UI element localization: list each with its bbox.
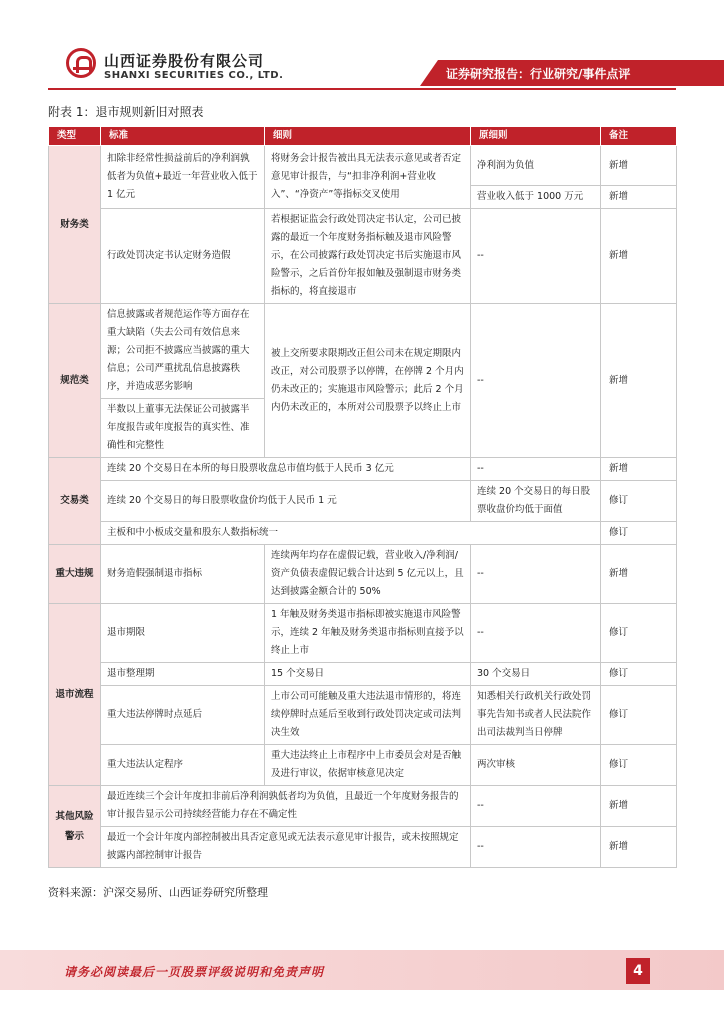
finance-old-1b: 营业收入低于 1000 万元	[471, 186, 601, 209]
violation-detail: 连续两年均存在虚假记载，营业收入/净利润/资产负债表虚假记载合计达到 5 亿元以上，且达到披露金额合计的 50%	[265, 545, 471, 604]
table-header-row	[49, 127, 677, 146]
process-standard-1: 退市期限	[101, 604, 265, 663]
process-note-1: 修订	[601, 604, 677, 663]
category-process: 退市流程	[49, 604, 101, 786]
finance-detail-1: 将财务会计报告被出具无法表示意见或者否定意见审计报告，与“扣非净利润+营业收入”、“净资产”等指标交叉使用	[265, 146, 471, 209]
trading-note-2: 修订	[601, 481, 677, 522]
finance-note-1a: 新增	[601, 146, 677, 186]
other-note-2: 新增	[601, 827, 677, 868]
table-row	[49, 827, 677, 868]
other-old-2: --	[471, 827, 601, 868]
process-standard-2: 退市整理期	[101, 663, 265, 686]
header-detail: 细则	[265, 127, 471, 146]
process-note-4: 修订	[601, 745, 677, 786]
trading-text-3: 主板和中小板成交量和股东人数指标统一	[101, 522, 601, 545]
table-caption: 附表 1：退市规则新旧对照表	[48, 105, 204, 119]
process-detail-3: 上市公司可能触及重大违法退市情形的，将连续停牌时点延后至收到行政处罚决定或司法判决生效	[265, 686, 471, 745]
other-old-1: --	[471, 786, 601, 827]
process-note-3: 修订	[601, 686, 677, 745]
process-old-4: 两次审核	[471, 745, 601, 786]
trading-note-3: 修订	[601, 522, 677, 545]
category-other: 其他风险警示	[49, 786, 101, 868]
delisting-rules-table	[48, 126, 677, 868]
table-row	[49, 481, 677, 522]
process-old-2: 30 个交易日	[471, 663, 601, 686]
violation-standard: 财务造假强制退市指标	[101, 545, 265, 604]
table-row	[49, 604, 677, 663]
table-row	[49, 686, 677, 745]
process-standard-4: 重大违法认定程序	[101, 745, 265, 786]
header-standard: 标准	[101, 127, 265, 146]
header-old-detail: 原细则	[471, 127, 601, 146]
header-divider	[48, 88, 676, 90]
process-old-3: 知悉相关行政机关行政处罚事先告知书或者人民法院作出司法裁判当日停牌	[471, 686, 601, 745]
violation-old: --	[471, 545, 601, 604]
finance-note-1b: 新增	[601, 186, 677, 209]
finance-note-2: 新增	[601, 209, 677, 304]
table-row	[49, 745, 677, 786]
table-row	[49, 663, 677, 686]
finance-standard-1: 扣除非经常性损益前后的净利润孰低者为负值+最近一年营业收入低于 1 亿元	[101, 146, 265, 209]
source-note: 资料来源：沪深交易所、山西证券研究所整理	[48, 886, 268, 899]
company-name-en: SHANXI SECURITIES CO., LTD.	[104, 70, 284, 81]
table-row	[49, 458, 677, 481]
page-number: 4	[626, 958, 650, 984]
process-old-1: --	[471, 604, 601, 663]
process-detail-2: 15 个交易日	[265, 663, 471, 686]
violation-note: 新增	[601, 545, 677, 604]
table-row	[49, 786, 677, 827]
other-text-2: 最近一个会计年度内部控制被出具否定意见或无法表示意见审计报告，或未按照规定披露内部控制审计报告	[101, 827, 471, 868]
company-name-cn: 山西证券股份有限公司	[104, 52, 265, 70]
finance-old-1a: 净利润为负值	[471, 146, 601, 186]
process-standard-3: 重大违法停牌时点延后	[101, 686, 265, 745]
process-note-2: 修订	[601, 663, 677, 686]
header-type: 类型	[49, 127, 101, 146]
trading-text-1: 连续 20 个交易日在本所的每日股票收盘总市值均低于人民币 3 亿元	[101, 458, 471, 481]
regulation-standard-a: 信息披露或者规范运作等方面存在重大缺陷（失去公司有效信息来源；公司拒不披露应当披露的重大信息；公司严重扰乱信息披露秩序，并造成恶劣影响	[101, 304, 265, 399]
category-finance: 财务类	[49, 146, 101, 304]
finance-old-2: --	[471, 209, 601, 304]
trading-old-1: --	[471, 458, 601, 481]
other-text-1: 最近连续三个会计年度扣非前后净利润孰低者均为负值，且最近一个年度财务报告的审计报告显示公司持续经营能力存在不确定性	[101, 786, 471, 827]
table-row	[49, 545, 677, 604]
regulation-detail: 被上交所要求限期改正但公司未在规定期限内改正，对公司股票予以停牌，在停牌 2 个月内仍未改正的；实施退市风险警示；此后 2 个月内仍未改正的，本所对公司股票予以终止上市	[265, 304, 471, 458]
table-row	[49, 146, 677, 186]
category-trading: 交易类	[49, 458, 101, 545]
finance-detail-2: 若根据证监会行政处罚决定书认定，公司已披露的最近一个年度财务指标触及退市风险警示，在公司披露行政处罚决定书后实施退市风险警示，之后首份年报如触及强制退市财务类指标的，将直接退市	[265, 209, 471, 304]
category-violation: 重大违规	[49, 545, 101, 604]
regulation-note: 新增	[601, 304, 677, 458]
category-regulation: 规范类	[49, 304, 101, 458]
company-logo-icon	[66, 48, 96, 78]
trading-text-2: 连续 20 个交易日的每日股票收盘价均低于人民币 1 元	[101, 481, 471, 522]
trading-note-1: 新增	[601, 458, 677, 481]
table-row	[49, 209, 677, 304]
header-note: 备注	[601, 127, 677, 146]
process-detail-4: 重大违法终止上市程序中上市委员会对是否触及进行审议，依据审核意见决定	[265, 745, 471, 786]
trading-old-2: 连续 20 个交易日的每日股票收盘价均低于面值	[471, 481, 601, 522]
other-note-1: 新增	[601, 786, 677, 827]
table-row	[49, 522, 677, 545]
report-type: 证券研究报告：行业研究/事件点评	[446, 67, 631, 81]
finance-standard-2: 行政处罚决定书认定财务造假	[101, 209, 265, 304]
footer-disclaimer: 请务必阅读最后一页股票评级说明和免责声明	[64, 965, 325, 979]
regulation-standard-b: 半数以上董事无法保证公司披露半年度报告或年度报告的真实性、准确性和完整性	[101, 399, 265, 458]
process-detail-1: 1 年触及财务类退市指标即被实施退市风险警示，连续 2 年触及财务类退市指标则直接予以终止上市	[265, 604, 471, 663]
table-row	[49, 304, 677, 399]
regulation-old: --	[471, 304, 601, 458]
